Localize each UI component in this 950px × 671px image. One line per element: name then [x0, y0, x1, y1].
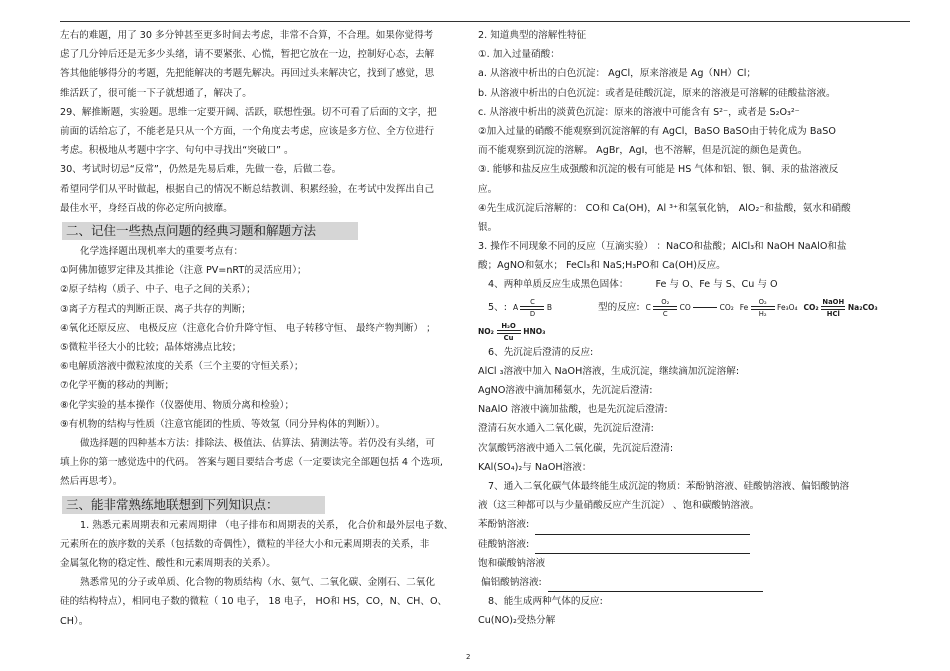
list-item: ⑦化学平衡的移动的判断；: [60, 380, 175, 392]
answer-blank: [535, 522, 750, 535]
text-line: CH）。: [60, 615, 89, 627]
scheme-label: CO₂: [719, 302, 734, 312]
text-line: ④先生成沉淀后溶解的： CO和 Ca(OH)，Al ³⁺和氢氧化钠， AlO₂⁻和盐酸，氨水和硝酸: [478, 202, 851, 214]
text-line: 澄清石灰水通入二氧化碳，先沉淀后澄清:: [478, 423, 654, 435]
scheme-label: C: [645, 302, 651, 312]
text-line: 考虑。积极地从考题中字字、句句中寻找出“突破口” 。: [60, 145, 294, 157]
text-line: 而不能观察到沉淀的溶解。 AgBr，AgI，也不溶解，但是沉淀的颜色是黄色。: [478, 145, 808, 157]
text-line: c. 从溶液中析出的淡黄色沉淀：原来的溶液中可能含有 S²⁻，或者是 S₂O₃²⁻: [478, 106, 800, 118]
left-column: [60, 26, 460, 631]
fill-in-label: 饱和碳酸钠溶液: [478, 557, 546, 569]
scheme-arrow: [751, 298, 775, 318]
text-line: 7、通入二氧化碳气体最终能生成沉淀的物质：苯酚钠溶液、硅酸钠溶液、偏铝酸钠溶: [488, 480, 850, 492]
scheme-label: CO₂: [803, 302, 819, 312]
section-heading: 三、能非常熟练地联想到下列知识点：: [62, 496, 325, 514]
text-line: AlCl ₃溶液中加入 NaOH溶液，生成沉淀，继续滴加沉淀溶解:: [478, 365, 740, 377]
scheme-no: [478, 322, 545, 342]
fill-in-line: [478, 554, 918, 573]
text-line: 答其他能够得分的考题，先把能解决的考题先解决。再回过头来解决它，找到了感觉，思: [60, 68, 435, 80]
text-line: ①. 加入过量硝酸：: [478, 49, 560, 61]
reaction-scheme-row: [478, 321, 918, 343]
fill-in-label: 苯酚钠溶液:: [478, 519, 530, 531]
text-line: 左右的难题，用了 30 多分钟甚至更多时间去考虑，非常不合算，不合理。如果你觉得考: [60, 30, 434, 41]
text-line: 30、考试时切忌“反常”，仍然是先易后难，先做一卷，后做二卷。: [60, 164, 342, 176]
scheme-label: O₂: [758, 297, 767, 306]
text-line: 6、先沉淀后澄清的反应:: [488, 346, 594, 358]
text-line: 前面的话给忘了，不能老是只从一个方面，一个角度去考虑，应该是多方位、全方位进行: [60, 125, 435, 137]
text-line: 8、能生成两种气体的反应:: [488, 596, 603, 608]
text-line: 1. 熟悉元素周期表和元素周期律 （电子排布和周期表的关系， 化合价和最外层电子数、: [80, 519, 454, 531]
text-line: 虑了几分钟后还是无多少头绪，请不要紧张、心慌，暂把它放在一边，控制好心态，去解: [60, 49, 435, 61]
list-item: ④氧化还原反应、 电极反应（注意化合价升降守恒、 电子转移守恒、 最终产物判断） ；: [60, 322, 436, 334]
fill-in-label: 偏铝酸钠溶液:: [481, 576, 542, 588]
s5-type: 型的反应:: [598, 302, 640, 314]
text-line: [478, 275, 918, 294]
text-line: 做选择题的四种基本方法：排除法、极值法、估算法、猜测法等。若仍没有头绪，可: [80, 437, 435, 449]
fill-in-label: 硅酸钠溶液:: [478, 538, 530, 550]
scheme-label: Fe: [739, 302, 749, 312]
scheme-abc: [513, 298, 552, 318]
s4-items: Fe 与 O、Fe 与 S、Cu 与 O: [655, 279, 778, 291]
scheme-label: D: [529, 309, 536, 318]
scheme-label: A: [512, 302, 519, 312]
list-item: ⑧化学实验的基本操作（仪器使用、物质分离和检验）；: [60, 399, 295, 411]
text-line: 3. 操作不同现象不同的反应（互滴实验） ：NaCO和盐酸；AlCl₃和 NaOH NaAlO和盐: [478, 241, 847, 253]
s5-label: 5、:: [488, 302, 507, 314]
scheme-label: C: [662, 309, 668, 318]
scheme-label: CO: [679, 302, 691, 312]
list-item: ⑥电解质溶液中微粒浓度的关系（三个主要的守恒关系）；: [60, 361, 304, 373]
right-column: [478, 26, 918, 630]
scheme-arrow: [653, 298, 677, 318]
answer-blank: [548, 579, 763, 592]
list-item: ⑨有机物的结构与性质（注意官能团的性质、等效氢（同分异构体的判断））。: [60, 418, 386, 430]
scheme-label: H₂: [758, 309, 767, 318]
scheme-label: NaOH: [822, 297, 845, 306]
scheme-label: NO₂: [478, 326, 494, 336]
text-line: 应。: [478, 183, 498, 195]
text-line: 液（这三种都可以与少量硝酸反应产生沉淀） 、饱和碳酸钠溶液。: [478, 500, 760, 512]
section-heading: 二、记住一些热点问题的经典习题和解题方法: [62, 222, 358, 240]
scheme-label: HCl: [826, 309, 840, 318]
text-line: 然后再思考）。: [60, 476, 123, 488]
scheme-na: [803, 298, 877, 318]
scheme-label: C: [530, 297, 535, 306]
list-item: ⑤微粒半径大小的比较；晶体熔沸点比较；: [60, 342, 242, 354]
text-line: 酸；AgNO和氨水； FeCl₃和 NaS;H₃PO和 Ca(OH)反应。: [478, 260, 726, 272]
text-line: 熟悉常见的分子或单质、化合物的物质结构（水、氨气、二氧化碳、金刚石、二氧化: [80, 577, 435, 589]
answer-blank: [535, 541, 750, 554]
text-line: 元素所在的族序数的关系（包括数的奇偶性），微粒的半径大小和元素周期表的关系，非: [60, 538, 430, 550]
scheme-label: Na₂CO₃: [847, 302, 878, 312]
text-line: AgNO溶液中滴加稀氨水，先沉淀后澄清:: [478, 385, 653, 396]
text-line: 最佳水平，身经百战的你必定所向披靡。: [60, 202, 233, 214]
text-line: ③. 能够和盐反应生成强酸和沉淀的极有可能是 HS 气体和铝、银、铜、汞的盐溶液反: [478, 164, 839, 176]
text-line: ②加入过量的硝酸不能观察到沉淀溶解的有 AgCl，BaSO BaSO由于转化成为 BaSO: [478, 125, 836, 137]
text-line: b. 从溶液中析出的白色沉淀：或者是硅酸沉淀，原来的溶液是可溶解的硅酸盐溶液。: [478, 87, 836, 99]
text-line: 硅的结构特点），相同电子数的微粒（ 10 电子， 18 电子， HO和 HS，CO，N、CH、O、: [60, 596, 448, 608]
text-line: 29、解推断题，实验题。思维一定要开阔、活跃，联想性强。切不可看了后面的文字，把: [60, 106, 437, 118]
list-item: ①阿佛加德罗定律及其推论（注意 PV=nRT的灵活应用）；: [60, 265, 307, 277]
scheme-label: O₂: [661, 297, 670, 306]
text-line: 银。: [478, 221, 498, 233]
fill-in-line: [478, 573, 918, 592]
scheme-arrow: [497, 322, 521, 342]
scheme-co: [646, 298, 734, 318]
text-line: 2. 知道典型的溶解性特征: [478, 30, 587, 41]
scheme-fe: [740, 298, 798, 318]
scheme-label: H₂O: [501, 321, 516, 330]
text-line: NaAlO 溶液中滴加盐酸，也是先沉淀后澄清:: [478, 404, 668, 416]
text-line: Cu(NO)₂受热分解: [478, 615, 556, 627]
text-line: 希望同学们从平时做起，根据自己的情况不断总结教训、积累经验，在考试中发挥出自己: [60, 183, 435, 195]
text-line: 次氯酸钙溶液中通入二氧化碳，先沉淀后澄清:: [478, 442, 674, 454]
scheme-label: HNO₃: [523, 326, 546, 336]
page-number: 2: [466, 653, 471, 661]
scheme-arrow: [821, 298, 845, 318]
header-rule: [60, 21, 910, 22]
text-line: a. 从溶液中析出的白色沉淀： AgCl，原来溶液是 Ag（NH）Cl；: [478, 68, 756, 80]
fill-in-line: [478, 515, 918, 534]
scheme-label: Fe₃O₄: [777, 302, 798, 312]
text-line: 填上你的第一感觉选中的代码。 答案与题目要结合考虑（一定要读完全部题包括 4 个选项,: [60, 457, 443, 469]
scheme-arrow: [520, 298, 544, 318]
scheme-arrow: [693, 299, 717, 316]
text-line: 维活跃了，很可能一下子就想通了，解决了。: [60, 87, 252, 99]
scheme-label: B: [546, 302, 553, 312]
text-line: KAl(SO₄)₂与 NaOH溶液：: [478, 461, 592, 473]
text-line: 化学选择题出现机率大的重要考点有：: [80, 246, 244, 258]
s4-label: 4、两种单质反应生成黑色固体：: [488, 279, 629, 291]
list-item: ②原子结构（质子、中子、电子之间的关系）；: [60, 284, 256, 296]
scheme-label: Cu: [503, 333, 514, 342]
text-line: 金属氢化物的稳定性、酸性和元素周期表的关系）。: [60, 558, 276, 570]
list-item: ③离子方程式的判断正误、离子共存的判断；: [60, 303, 251, 315]
reaction-scheme-row: [478, 295, 918, 321]
fill-in-line: [478, 535, 918, 554]
